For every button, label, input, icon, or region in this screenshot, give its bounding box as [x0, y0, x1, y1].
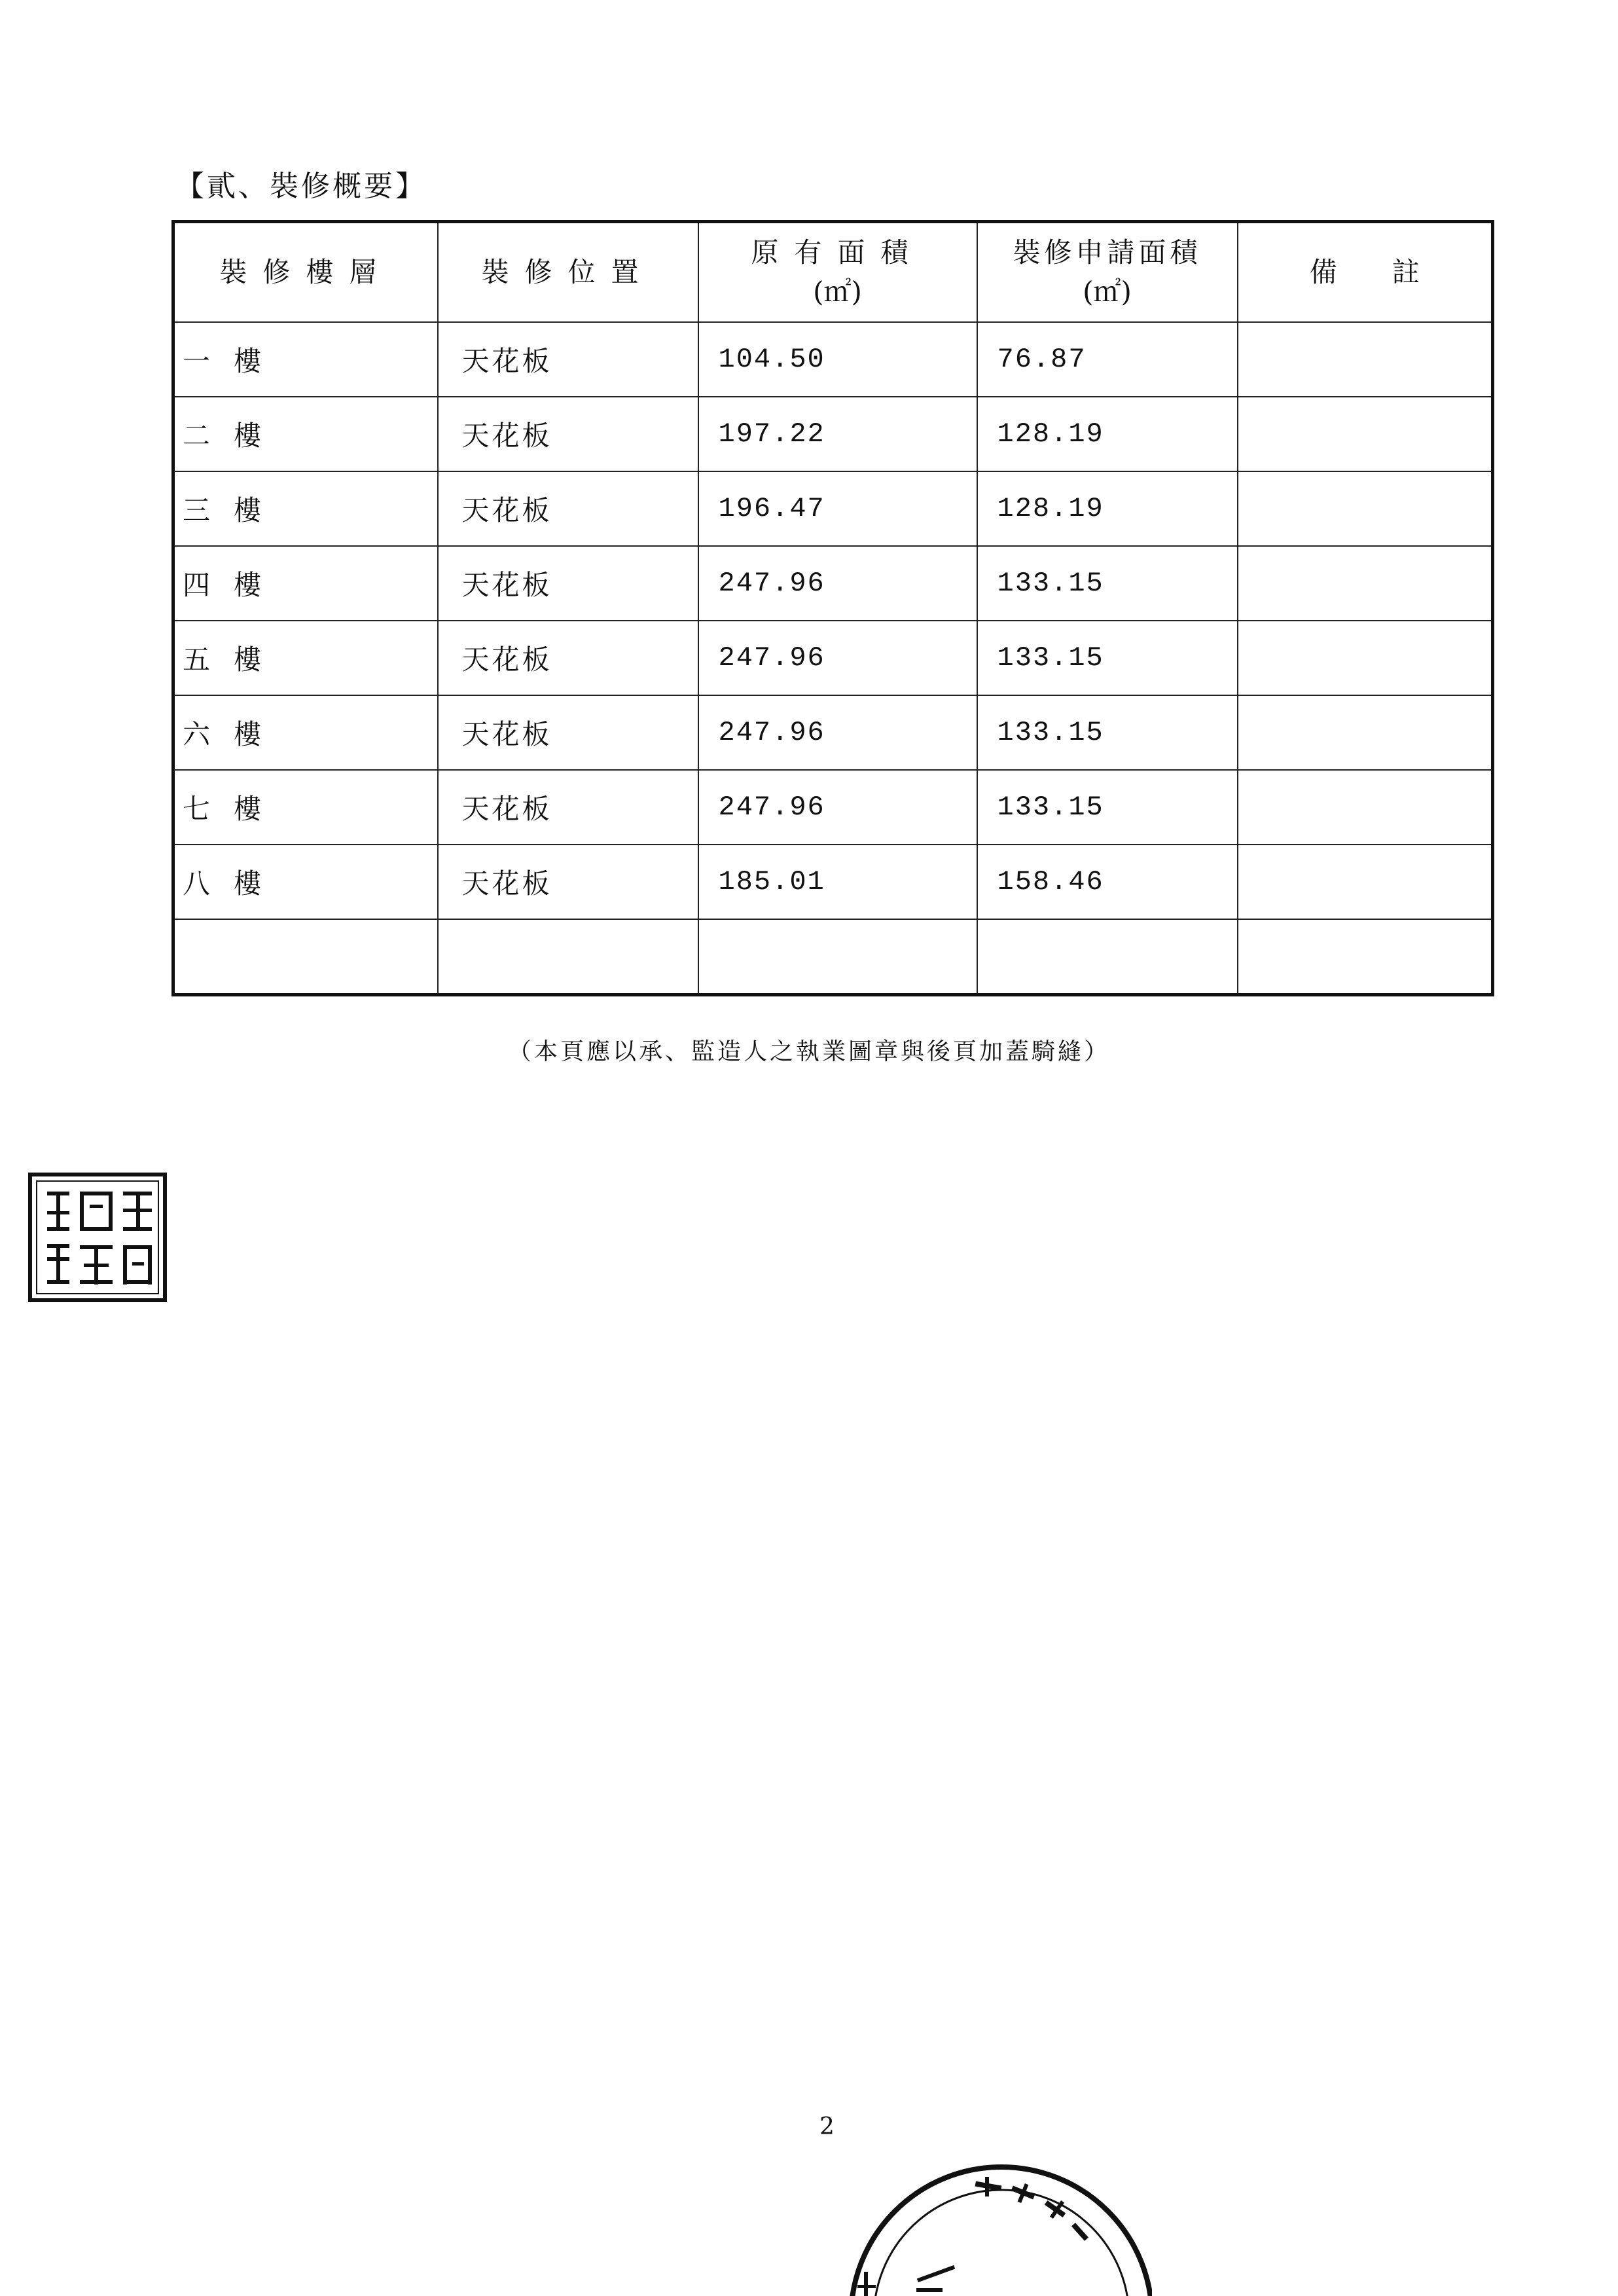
location-cell: 天花板 — [438, 397, 698, 471]
remarks-cell — [1238, 471, 1493, 546]
header-remarks: 備 註 — [1238, 222, 1493, 323]
applied-area-cell: 133.15 — [977, 770, 1238, 845]
table-row — [173, 919, 1493, 995]
floor-cell: 一樓 — [173, 322, 438, 397]
floor-cell: 二樓 — [173, 397, 438, 471]
table-row — [173, 546, 1493, 621]
round-stamp — [785, 2095, 1152, 2296]
remarks-cell — [1238, 695, 1493, 770]
original-area-cell: 185.01 — [698, 845, 977, 919]
original-area-cell: 196.47 — [698, 471, 977, 546]
floor-cell — [173, 919, 438, 995]
applied-area-cell: 128.19 — [977, 397, 1238, 471]
location-cell: 天花板 — [438, 770, 698, 845]
table-row — [173, 845, 1493, 919]
applied-area-cell: 133.15 — [977, 546, 1238, 621]
original-area-cell — [698, 919, 977, 995]
location-cell: 天花板 — [438, 546, 698, 621]
remarks-cell — [1238, 397, 1493, 471]
original-area-cell: 247.96 — [698, 546, 977, 621]
floor-cell: 七樓 — [173, 770, 438, 845]
location-cell: 天花板 — [438, 695, 698, 770]
floor-cell: 四樓 — [173, 546, 438, 621]
original-area-cell: 104.50 — [698, 322, 977, 397]
original-area-cell: 247.96 — [698, 770, 977, 845]
applied-area-cell: 158.46 — [977, 845, 1238, 919]
table-row — [173, 695, 1493, 770]
location-cell: 天花板 — [438, 621, 698, 695]
header-floor: 裝修樓層 — [173, 222, 438, 323]
footnote: （本頁應以承、監造人之執業圖章與後頁加蓋騎縫） — [507, 1038, 1110, 1065]
renovation-summary-table — [171, 220, 1494, 996]
floor-cell: 八樓 — [173, 845, 438, 919]
location-cell: 天花板 — [438, 845, 698, 919]
page-number: 2 — [819, 2113, 835, 2140]
original-area-cell: 197.22 — [698, 397, 977, 471]
applied-area-cell: 133.15 — [977, 695, 1238, 770]
square-seal — [27, 1172, 168, 1303]
remarks-cell — [1238, 770, 1493, 845]
header-original-area-unit: (㎡) — [813, 276, 862, 308]
location-cell: 天花板 — [438, 471, 698, 546]
applied-area-cell — [977, 919, 1238, 995]
table-header-row — [173, 222, 1493, 323]
section-title: 【貳、裝修概要】 — [175, 170, 427, 203]
applied-area-cell: 128.19 — [977, 471, 1238, 546]
header-original-area: 原有面積 (㎡) — [698, 222, 977, 323]
remarks-cell — [1238, 919, 1493, 995]
original-area-cell: 247.96 — [698, 621, 977, 695]
floor-cell: 六樓 — [173, 695, 438, 770]
remarks-cell — [1238, 621, 1493, 695]
remarks-cell — [1238, 546, 1493, 621]
location-cell — [438, 919, 698, 995]
header-location: 裝修位置 — [438, 222, 698, 323]
header-applied-area-unit: (㎡) — [1083, 276, 1132, 308]
original-area-cell: 247.96 — [698, 695, 977, 770]
floor-cell: 三樓 — [173, 471, 438, 546]
remarks-cell — [1238, 322, 1493, 397]
floor-cell: 五樓 — [173, 621, 438, 695]
table-row — [173, 770, 1493, 845]
table-row — [173, 621, 1493, 695]
header-applied-area: 裝修申請面積 (㎡) — [977, 222, 1238, 323]
table-row — [173, 322, 1493, 397]
applied-area-cell: 133.15 — [977, 621, 1238, 695]
applied-area-cell: 76.87 — [977, 322, 1238, 397]
table-row — [173, 471, 1493, 546]
location-cell: 天花板 — [438, 322, 698, 397]
remarks-cell — [1238, 845, 1493, 919]
table-row — [173, 397, 1493, 471]
